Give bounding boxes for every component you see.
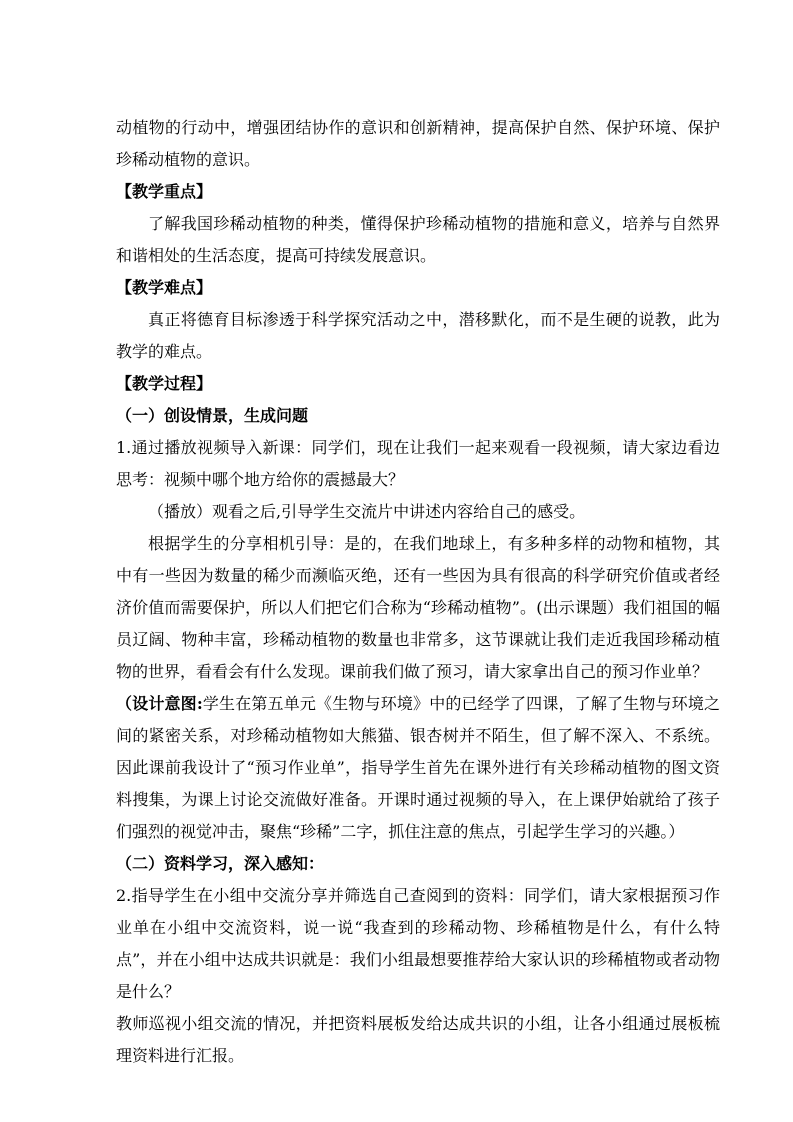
paragraph-play: （播放）观看之后,引导学生交流片中讲述内容给自己的感受。 xyxy=(148,502,586,521)
paragraph-teaching-focus: 了解我国珍稀动植物的种类，懂得保护珍稀动植物的措施和意义，培养与自然界和谐相处的生活态度，提高可持续发展意识。 xyxy=(116,214,720,265)
paragraph-share: 根据学生的分享相机引导：是的，在我们地球上，有多种多样的动物和植物，其中有一些因为数量的稀少而濒临灭绝，还有一些因为具有很高的科学研究价值或者经济价值而需要保护，所以人们把它们合称为“珍稀动植物”。(出示课题）我们祖国的幅员辽阔、物种丰富，珍稀动植物的数量也非常多，这节课就让我们走近我国珍稀动植物的世界，看看会有什么发现。课前我们做了预习，请大家拿出自己的预习作业单？ xyxy=(116,534,720,681)
design-intent-label: （设计意图: xyxy=(116,694,203,713)
paragraph-teaching-difficulty: 真正将德育目标渗透于科学探究活动之中，潜移默化，而不是生硬的说教，此为教学的难点。 xyxy=(116,310,720,361)
paragraph-video-intro: 1.通过播放视频导入新课：同学们，现在让我们一起来观看一段视频，请大家边看边思考：视频中哪个地方给你的震撼最大？ xyxy=(116,438,720,489)
section-heading-1: （一）创设情景，生成问题 xyxy=(116,406,309,425)
heading-teaching-process: 【教学过程】 xyxy=(116,374,213,393)
paragraph-design-intent xyxy=(116,688,720,848)
design-intent-body: 学生在第五单元《生物与环境》中的已经学了四课，了解了生物与环境之间的紧密关系，对珍稀动植物如大熊猫、银杏树并不陌生，但了解不深入、不系统。因此课前我设计了“预习作业单”，指导学生首先在课外进行有关珍稀动植物的图文资料搜集，为课上讨论交流做好准备。开课时通过视频的导入，在上课伊始就给了孩子们强烈的视觉冲击，聚焦“珍稀”二字，抓住注意的焦点，引起学生学习的兴趣。） xyxy=(116,694,720,841)
paragraph-group-exchange: 2.指导学生在小组中交流分享并筛选自己查阅到的资料：同学们，请大家根据预习作业单在小组中交流资料，说一说“我查到的珍稀动物、珍稀植物是什么，有什么特点”，并在小组中达成共识就是：我们小组最想要推荐给大家认识的珍稀植物或者动物是什么？ xyxy=(116,886,720,1001)
heading-teaching-focus: 【教学重点】 xyxy=(116,182,213,201)
heading-teaching-difficulty: 【教学难点】 xyxy=(116,278,213,297)
paragraph-teacher-patrol: 教师巡视小组交流的情况，并把资料展板发给达成共识的小组，让各小组通过展板梳理资料进行汇报。 xyxy=(116,1014,720,1065)
document-body xyxy=(116,112,720,1072)
section-heading-2: （二）资料学习，深入感知： xyxy=(116,854,325,873)
paragraph-objectives-continued: 动植物的行动中，增强团结协作的意识和创新精神，提高保护自然、保护环境、保护珍稀动植物的意识。 xyxy=(116,118,720,169)
